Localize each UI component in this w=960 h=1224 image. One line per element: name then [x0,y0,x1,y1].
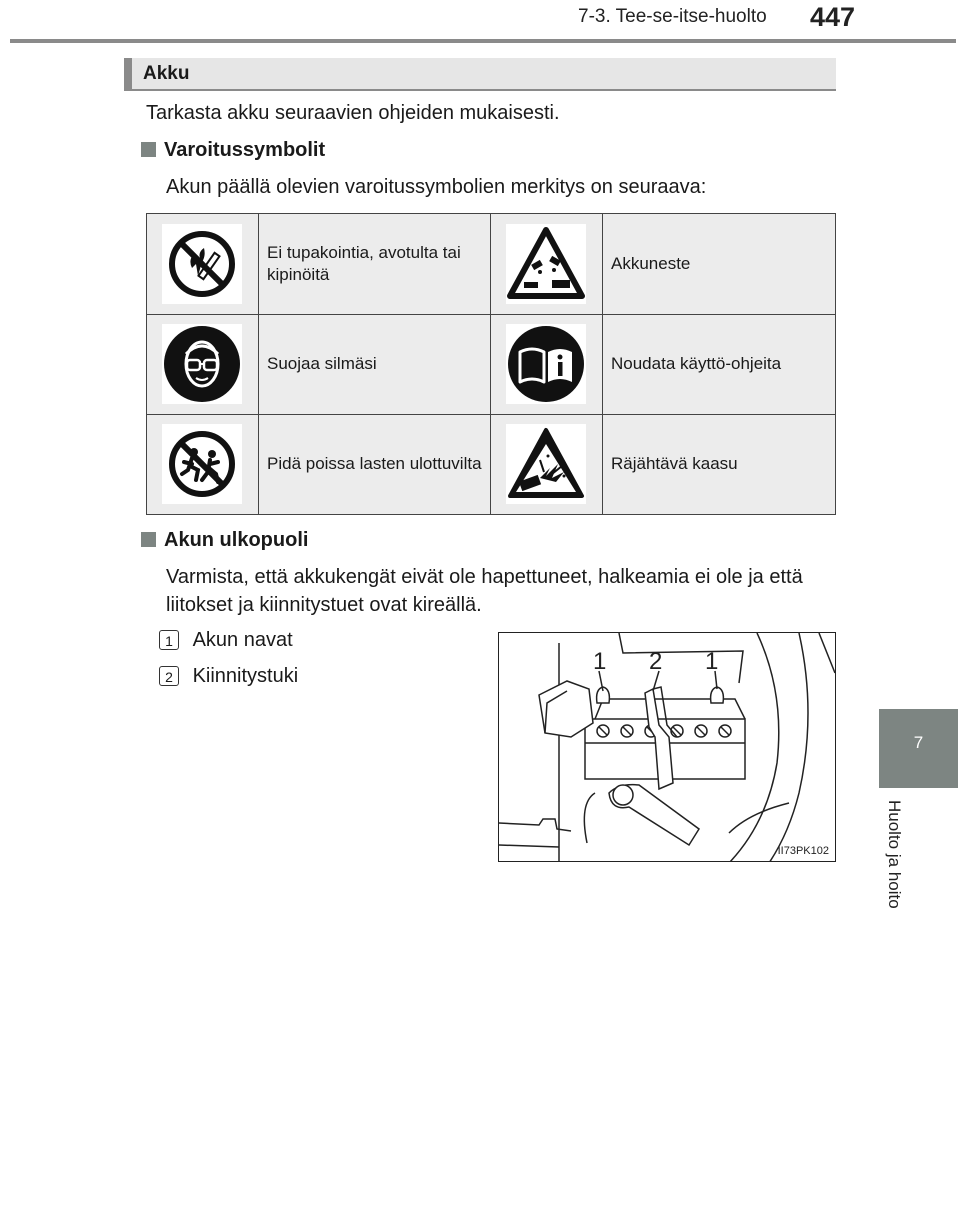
symbol-cell [491,314,603,414]
exterior-text: Varmista, että akkukengät eivät ole hapettuneet, halkeamia ei ole ja että liitokset ja kiinnitystuet ovat kireällä. [166,566,803,616]
exterior-heading: Akun ulkopuoli [164,529,309,551]
symbol-label: Räjähtävä kaasu [611,454,738,473]
item-number-badge: 1 [159,630,179,650]
section-bar-accent [124,58,132,91]
warnings-text: Akun päällä olevien varoitussymbolien merkitys on seuraava: [166,176,707,198]
symbol-label: Ei tupakointia, avotulta tai kipinöitä [259,214,491,314]
section-intro: Tarkasta akku seuraavien ohjeiden mukaisesti. [146,102,560,124]
chapter-tab [879,709,958,788]
read-manual-icon [506,324,586,404]
corrosive-acid-icon [506,224,586,304]
section-title: Akku [143,63,190,84]
callout-label: 2 [649,648,663,675]
warnings-heading: Varoitussymbolit [164,139,326,161]
chapter-title-vertical [880,800,908,940]
page-number: 447 [810,2,856,32]
header-rule [10,39,956,43]
battery-drawing [499,633,836,862]
chapter-title: Huolto ja hoito [885,800,904,909]
table-row [147,214,835,315]
figure-code: II73PK102 [777,845,829,857]
warnings-heading-block [141,139,325,162]
table-row [147,314,835,415]
explosive-gas-icon [506,424,586,504]
symbol-cell [491,414,603,514]
symbol-cell [147,414,259,514]
keep-away-children-icon [162,424,242,504]
callout-label: 1 [705,648,719,675]
symbol-label: Akkuneste [611,254,691,273]
no-smoking-icon [162,224,242,304]
symbol-label: Noudata käyttö-ohjeita [611,354,782,373]
chapter-number: 7 [913,733,924,752]
exterior-heading-block [141,529,308,552]
symbol-label: Suojaa silmäsi [259,314,491,414]
item-label: Akun navat [192,629,293,651]
symbol-cell [147,214,259,314]
running-header-section: 7-3. Tee-se-itse-huolto [578,6,767,27]
warning-symbols-table [146,213,836,515]
symbol-cell [491,214,603,314]
eye-protection-icon [162,324,242,404]
item-label: Kiinnitystuki [192,665,299,687]
table-row [147,414,835,514]
list-item [159,626,293,654]
battery-illustration [498,632,836,862]
symbol-cell [147,314,259,414]
section-title-bar [124,58,836,91]
list-item [159,662,298,690]
callout-label: 1 [593,648,607,675]
square-bullet-icon [141,142,156,157]
symbol-label: Pidä poissa lasten ulottuvilta [259,414,491,514]
square-bullet-icon [141,532,156,547]
item-number-badge: 2 [159,666,179,686]
